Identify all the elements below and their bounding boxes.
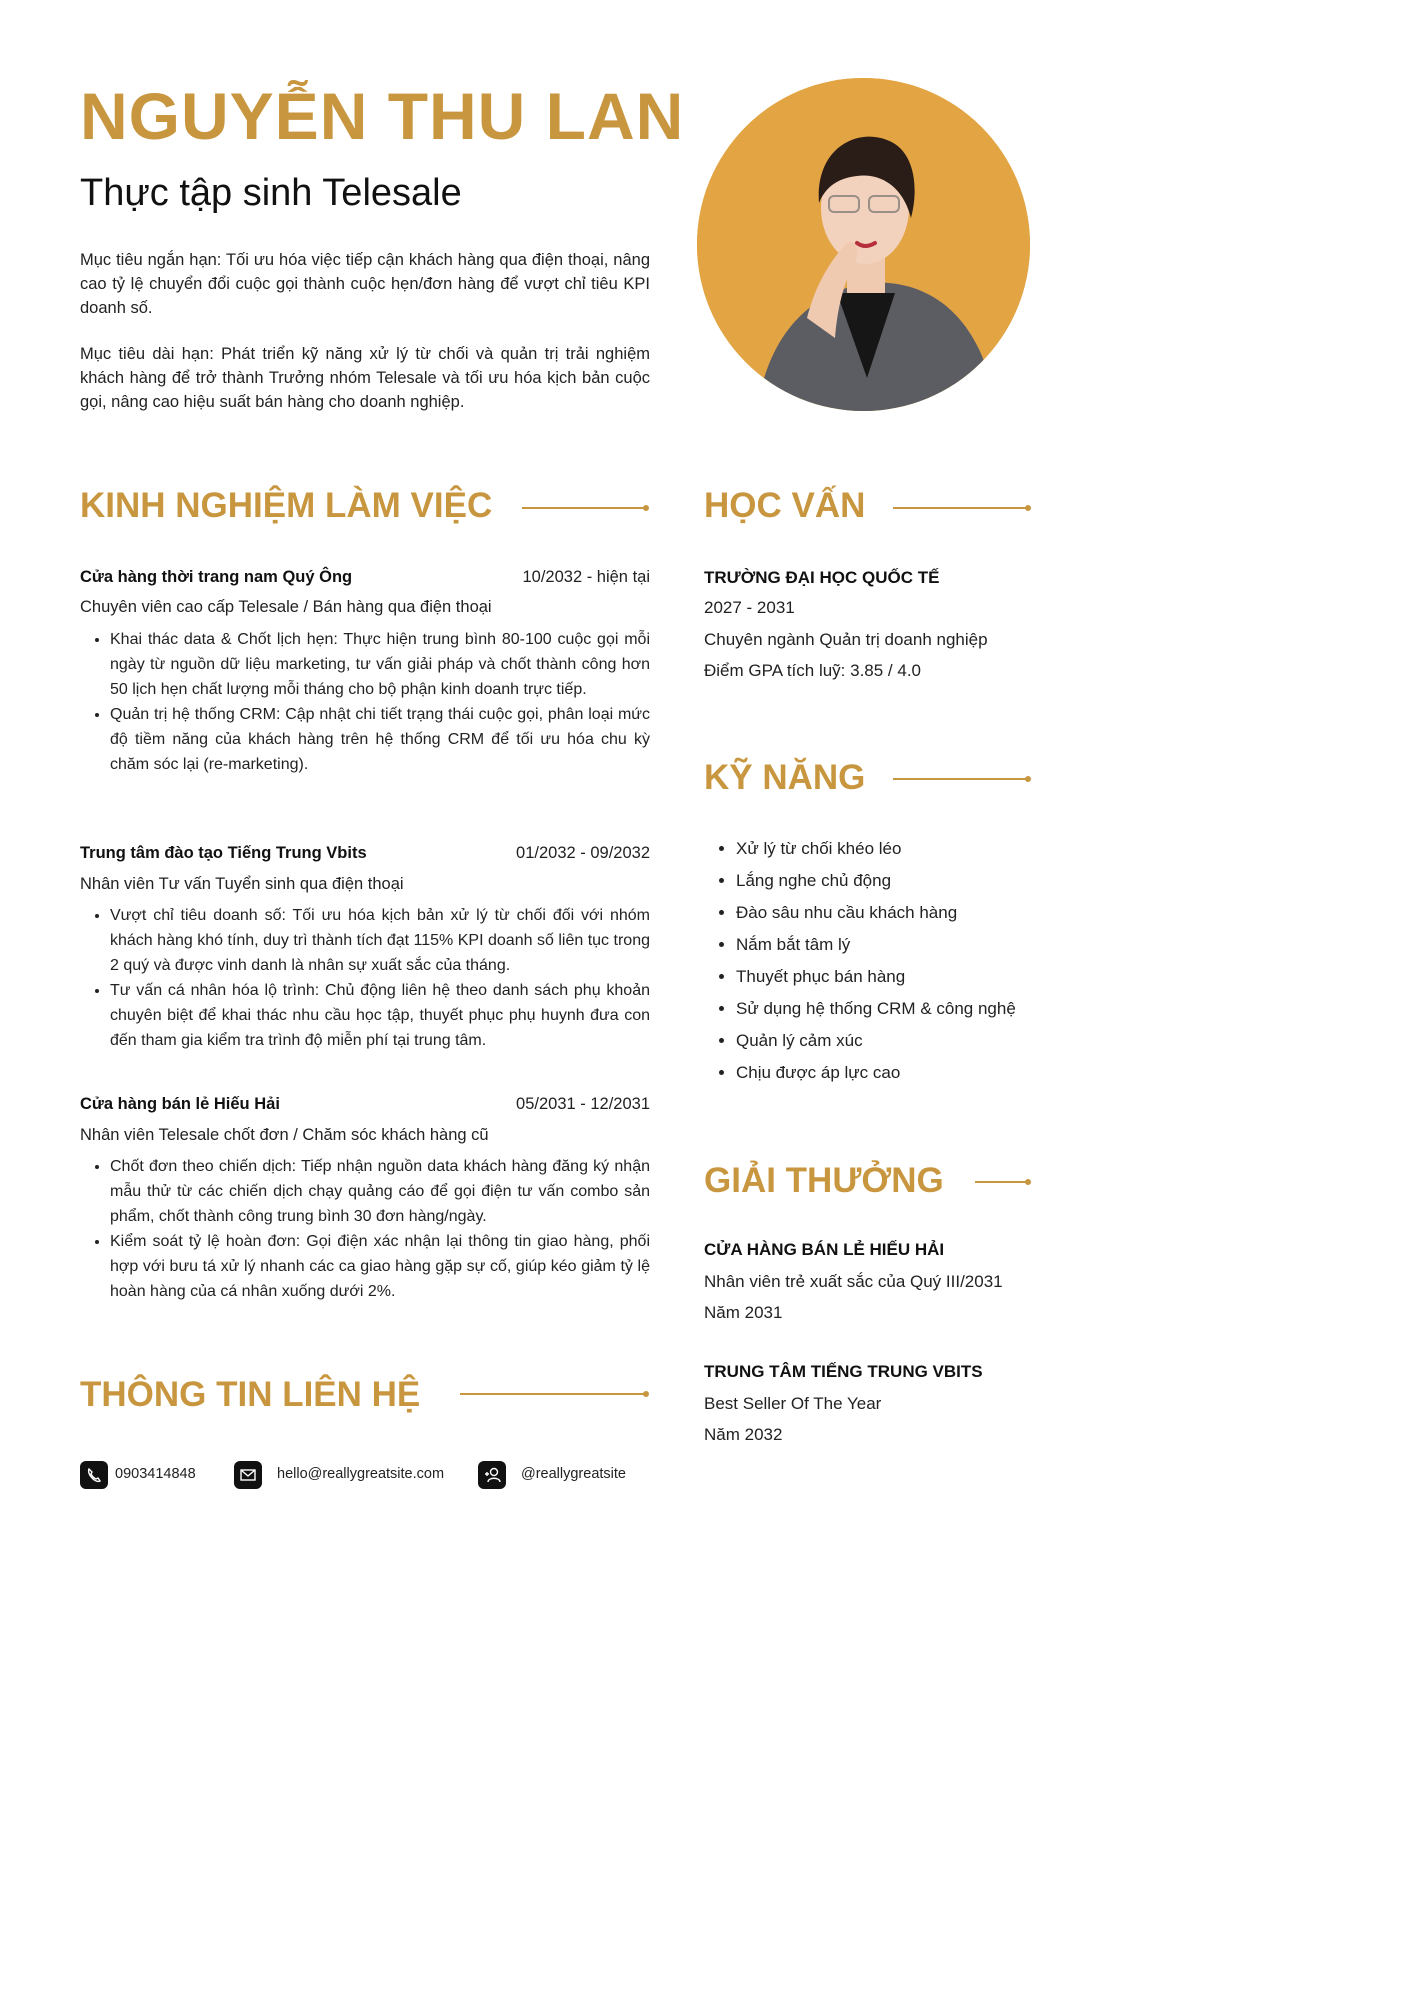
long-term-objective: Mục tiêu dài hạn: Phát triển kỹ năng xử lý từ chối và quản trị trải nghiệm khách hàng để trở thành Trưởng nhóm Telesale và tối ưu hóa kịch bản cuộc gọi, nâng cao hiệu suất bán hàng cho doanh nghiệp. [80, 345, 650, 411]
skill-item: • Thuyết phục bán hàng [736, 961, 1016, 993]
job-1-bullet: • Khai thác data & Chốt lịch hẹn: Thực hiện trung bình 80-100 cuộc gọi mỗi ngày từ nguồn dữ liệu marketing, tư vấn giải pháp và chốt thành công hơn 50 lịch hẹn chất lượng mỗi tháng cho bộ phận kinh doanh trực tiếp. [110, 627, 650, 702]
contact-phone[interactable]: 0903414848 [115, 1466, 196, 1482]
job-2-company: Trung tâm đào tạo Tiếng Trung Vbits [80, 844, 367, 862]
short-term-objective: Mục tiêu ngắn hạn: Tối ưu hóa việc tiếp cận khách hàng qua điện thoại, nâng cao tỷ lệ chuyển đổi cuộc gọi thành cuộc hẹn/đơn hàng để vượt chỉ tiêu KPI doanh số. [80, 251, 650, 317]
contact-email[interactable]: hello@reallygreatsite.com [277, 1466, 445, 1482]
job-2-bullets [80, 903, 650, 1053]
job-3-company: Cửa hàng bán lẻ Hiếu Hải [80, 1095, 280, 1113]
job-2-bullet: • Vượt chỉ tiêu doanh số: Tối ưu hóa kịch bản xử lý từ chối đối với nhóm khách hàng khó tính, duy trì thành tích đạt 115% KPI doanh số liên tục trong 2 quý và được vinh danh là nhân sự xuất sắc của tháng. [110, 903, 650, 978]
job-2-date: 01/2032 - 09/2032 [516, 844, 650, 862]
award-2-year: Năm 2032 [704, 1425, 783, 1444]
user-add-icon [478, 1461, 506, 1489]
skill-item: • Xử lý từ chối khéo léo [736, 833, 1016, 865]
job-3-title: Nhân viên Telesale chốt đơn / Chăm sóc khách hàng cũ [80, 1126, 489, 1144]
skills-list [704, 833, 1016, 1089]
awards-heading-rule [975, 1181, 1028, 1183]
job-2-title: Nhân viên Tư vấn Tuyển sinh qua điện thoại [80, 875, 404, 893]
education-years: 2027 - 2031 [704, 598, 795, 617]
education-heading-rule [893, 507, 1028, 509]
job-2-bullet: • Tư vấn cá nhân hóa lộ trình: Chủ động liên hệ theo danh sách phụ khoản chuyên biệt để khai thác nhu cầu học tập, thuyết phục phụ huynh đưa con đến tham gia kiểm tra trình độ miễn phí tại trung tâm. [110, 978, 650, 1053]
candidate-name: NGUYỄN THU LAN [80, 79, 685, 153]
job-1-bullet: • Quản trị hệ thống CRM: Cập nhật chi tiết trạng thái cuộc gọi, phân loại mức độ tiềm năng của khách hàng trên hệ thống CRM để tối ưu hóa chu kỳ chăm sóc lại (re-marketing). [110, 702, 650, 777]
education-school: TRƯỜNG ĐẠI HỌC QUỐC TẾ [704, 568, 940, 587]
phone-icon [80, 1461, 108, 1489]
contact-social[interactable]: @reallygreatsite [521, 1466, 626, 1482]
award-2-org: TRUNG TÂM TIẾNG TRUNG VBITS [704, 1362, 983, 1381]
skill-item: • Sử dụng hệ thống CRM & công nghệ [736, 993, 1016, 1025]
skills-heading-rule [893, 778, 1028, 780]
mail-icon [234, 1461, 262, 1489]
candidate-role: Thực tập sinh Telesale [80, 172, 462, 214]
contact-heading: THÔNG TIN LIÊN HỆ [80, 1375, 421, 1414]
skill-item: • Đào sâu nhu cầu khách hàng [736, 897, 1016, 929]
job-3-bullet: • Kiểm soát tỷ lệ hoàn đơn: Gọi điện xác nhận lại thông tin giao hàng, phối hợp với bưu tá xử lý nhanh các ca giao hàng gặp sự cố, giúp kéo giảm tỷ lệ hoàn hàng của cá nhân xuống dưới 2%. [110, 1229, 650, 1304]
job-3-bullets [80, 1154, 650, 1304]
education-major: Chuyên ngành Quản trị doanh nghiệp [704, 630, 988, 649]
job-1-company: Cửa hàng thời trang nam Quý Ông [80, 568, 353, 586]
skill-item: • Lắng nghe chủ động [736, 865, 1016, 897]
experience-heading: KINH NGHIỆM LÀM VIỆC [80, 486, 493, 525]
award-1-title: Nhân viên trẻ xuất sắc của Quý III/2031 [704, 1272, 1003, 1291]
education-heading: HỌC VẤN [704, 486, 866, 525]
award-1-org: CỬA HÀNG BÁN LẺ HIẾU HẢI [704, 1240, 945, 1259]
award-2-title: Best Seller Of The Year [704, 1394, 882, 1413]
skill-item: • Nắm bắt tâm lý [736, 929, 1016, 961]
award-1-year: Năm 2031 [704, 1303, 783, 1322]
job-1-bullets [80, 627, 650, 777]
education-gpa: Điểm GPA tích luỹ: 3.85 / 4.0 [704, 661, 922, 680]
skill-item: • Chịu được áp lực cao [736, 1057, 1016, 1089]
contact-heading-rule [460, 1393, 646, 1395]
awards-heading: GIẢI THƯỞNG [704, 1161, 944, 1200]
job-1-date: 10/2032 - hiện tại [522, 568, 650, 586]
job-3-date: 05/2031 - 12/2031 [516, 1095, 650, 1113]
job-1-title: Chuyên viên cao cấp Telesale / Bán hàng qua điện thoại [80, 598, 492, 616]
job-3-bullet: • Chốt đơn theo chiến dịch: Tiếp nhận nguồn data khách hàng đăng ký nhận mẫu thử từ các chiến dịch chạy quảng cáo để gọi điện tư vấn combo sản phẩm, chốt thành công trung bình 30 đơn hàng/ngày. [110, 1154, 650, 1229]
experience-heading-rule [522, 507, 646, 509]
profile-photo [697, 78, 1030, 411]
profile-photo-illustration [697, 78, 1030, 411]
skill-item: • Quản lý cảm xúc [736, 1025, 1016, 1057]
skills-heading: KỸ NĂNG [704, 758, 866, 797]
